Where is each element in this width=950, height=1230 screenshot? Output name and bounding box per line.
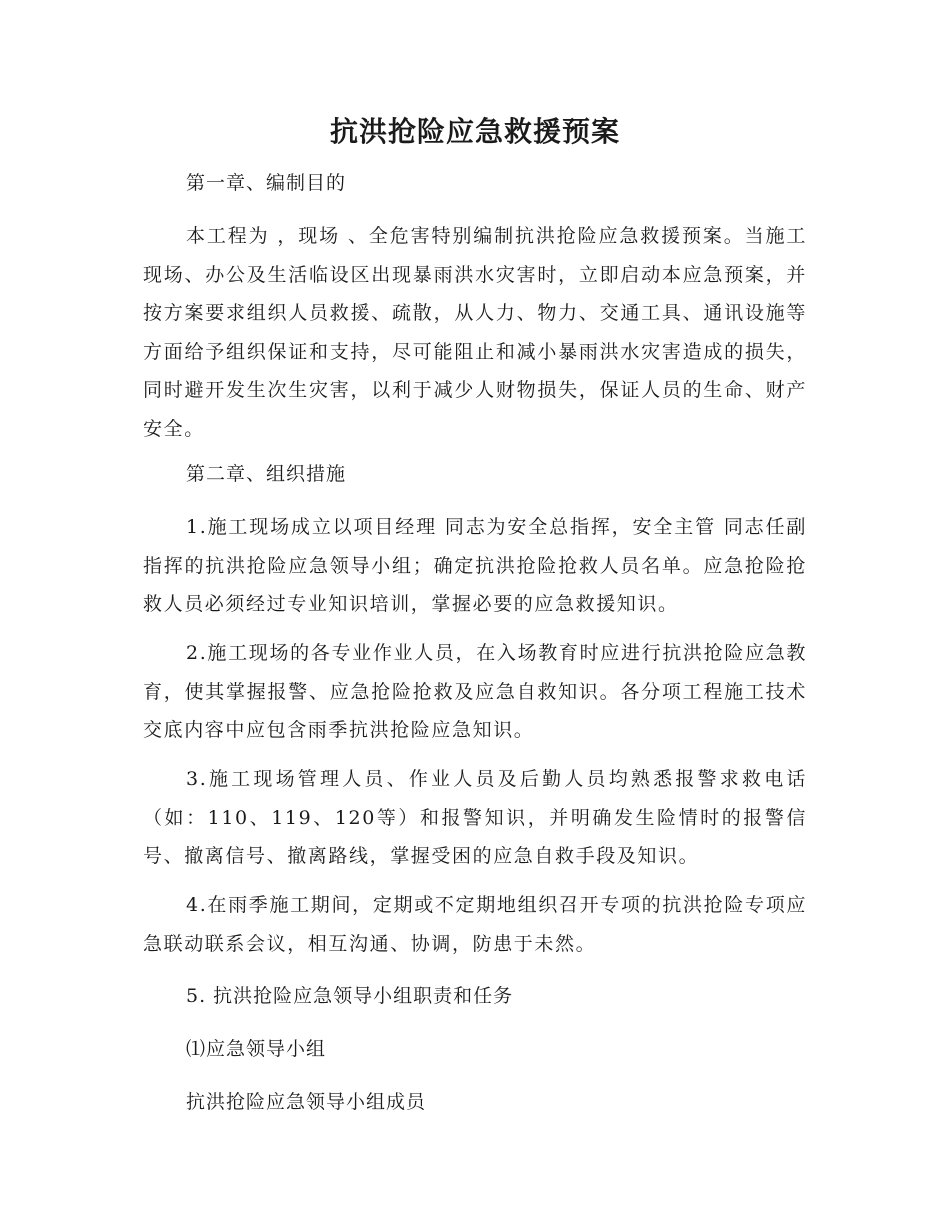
item-3-paragraph: 3.施工现场管理人员、作业人员及后勤人员均熟悉报警求救电话（如：110、119、120等）和报警知识，并明确发生险情时的报警信号、撤离信号、撤离路线，掌握受困的应急自救手段及知识。 (143, 768, 807, 867)
item-4-paragraph: 4.在雨季施工期间，定期或不定期地组织召开专项的抗洪抢险专项应急联动联系会议，相互沟通、协调，防患于未然。 (143, 894, 807, 955)
item-1-paragraph: 1.施工现场成立以项目经理 同志为安全总指挥，安全主管 同志任副指挥的抗洪抢险应急领导小组；确定抗洪抢险抢救人员名单。应急抢险抢救人员必须经过专业知识培训，掌握必要的应急救援知识。 (143, 516, 807, 615)
chapter2-heading: 第二章、组织措施 (186, 463, 347, 485)
item-5-heading: 5. 抗洪抢险应急领导小组职责和任务 (186, 985, 514, 1007)
chapter1-heading: 第一章、编制目的 (186, 172, 347, 194)
chapter1-paragraph: 本工程为 ，现场 、全危害特别编制抗洪抢险应急救援预案。当施工现场、办公及生活临设区出现暴雨洪水灾害时，立即启动本应急预案，并按方案要求组织人员救援、疏散，从人力、物力、交通工具、通讯设施等方面给予组织保证和支持，尽可能阻止和减小暴雨洪水灾害造成的损失，同时避开发生次生灾害，以利于减少人财物损失，保证人员的生命、财产安全。 (143, 225, 807, 440)
item-2-paragraph: 2.施工现场的各专业作业人员，在入场教育时应进行抗洪抢险应急教育，使其掌握报警、应急抢险抢救及应急自救知识。各分项工程施工技术交底内容中应包含雨季抗洪抢险应急知识。 (143, 642, 807, 741)
subsection-1-text: 抗洪抢险应急领导小组成员 (186, 1091, 427, 1113)
document-title: 抗洪抢险应急救援预案 (329, 115, 620, 148)
subsection-1-heading: ⑴应急领导小组 (186, 1038, 327, 1060)
